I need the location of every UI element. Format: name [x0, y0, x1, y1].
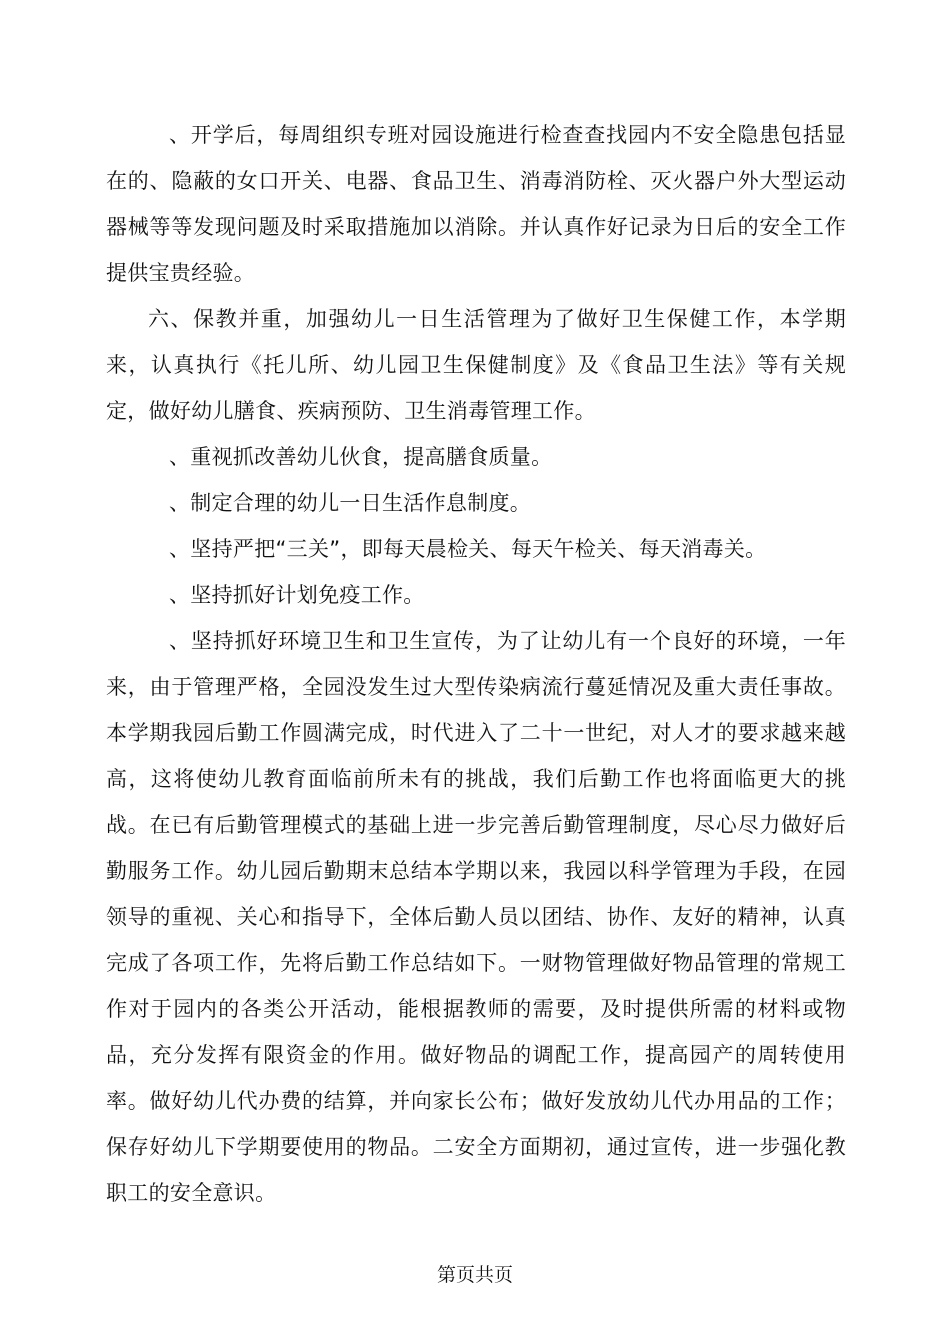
paragraph-section-six: 六、保教并重，加强幼儿一日生活管理为了做好卫生保健工作，本学期来，认真执行《托儿所、幼儿园卫生保健制度》及《食品卫生法》等有关规定，做好幼儿膳食、疾病预防、卫生消毒管理工作。: [106, 307, 846, 423]
page-footer: 第页共页: [436, 1264, 513, 1286]
paragraph-daily-schedule: 、制定合理的幼儿一日生活作息制度。: [169, 491, 532, 515]
paragraph-immunization: 、坚持抓好计划免疫工作。: [169, 583, 425, 607]
paragraph-three-checks: 、坚持严把“三关”，即每天晨检关、每天午检关、每天消毒关。: [169, 537, 767, 561]
paragraph-meals: 、重视抓改善幼儿伙食，提高膳食质量。: [169, 445, 553, 469]
paragraph-safety-inspection: 、开学后，每周组织专班对园设施进行检查查找园内不安全隐患包括显在的、隐蔽的女口开关、电器、食品卫生、消毒消防栓、灭火器户外大型运动器械等等发现问题及时采取措施加以消除。并认真作好记录为日后的安全工作提供宝贵经验。: [106, 123, 846, 285]
document-body: [106, 112, 846, 1216]
paragraph-environment-summary: 、坚持抓好环境卫生和卫生宣传，为了让幼儿有一个良好的环境，一年来，由于管理严格，全园没发生过大型传染病流行蔓延情况及重大责任事故。本学期我园后勤工作圆满完成，时代进入了二十一世纪，对人才的要求越来越高，这将使幼儿教育面临前所未有的挑战，我们后勤工作也将面临更大的挑战。在已有后勤管理模式的基础上进一步完善后勤管理制度，尽心尽力做好后勤服务工作。幼儿园后勤期末总结本学期以来，我园以科学管理为手段，在园领导的重视、关心和指导下，全体后勤人员以团结、协作、友好的精神，认真完成了各项工作，先将后勤工作总结如下。一财物管理做好物品管理的常规工作对于园内的各类公开活动，能根据教师的需要，及时提供所需的材料或物品，充分发挥有限资金的作用。做好物品的调配工作，提高园产的周转使用率。做好幼儿代办费的结算，并向家长公布；做好发放幼儿代办用品的工作；保存好幼儿下学期要使用的物品。二安全方面期初，通过宣传，进一步强化教职工的安全意识。: [106, 629, 846, 1205]
